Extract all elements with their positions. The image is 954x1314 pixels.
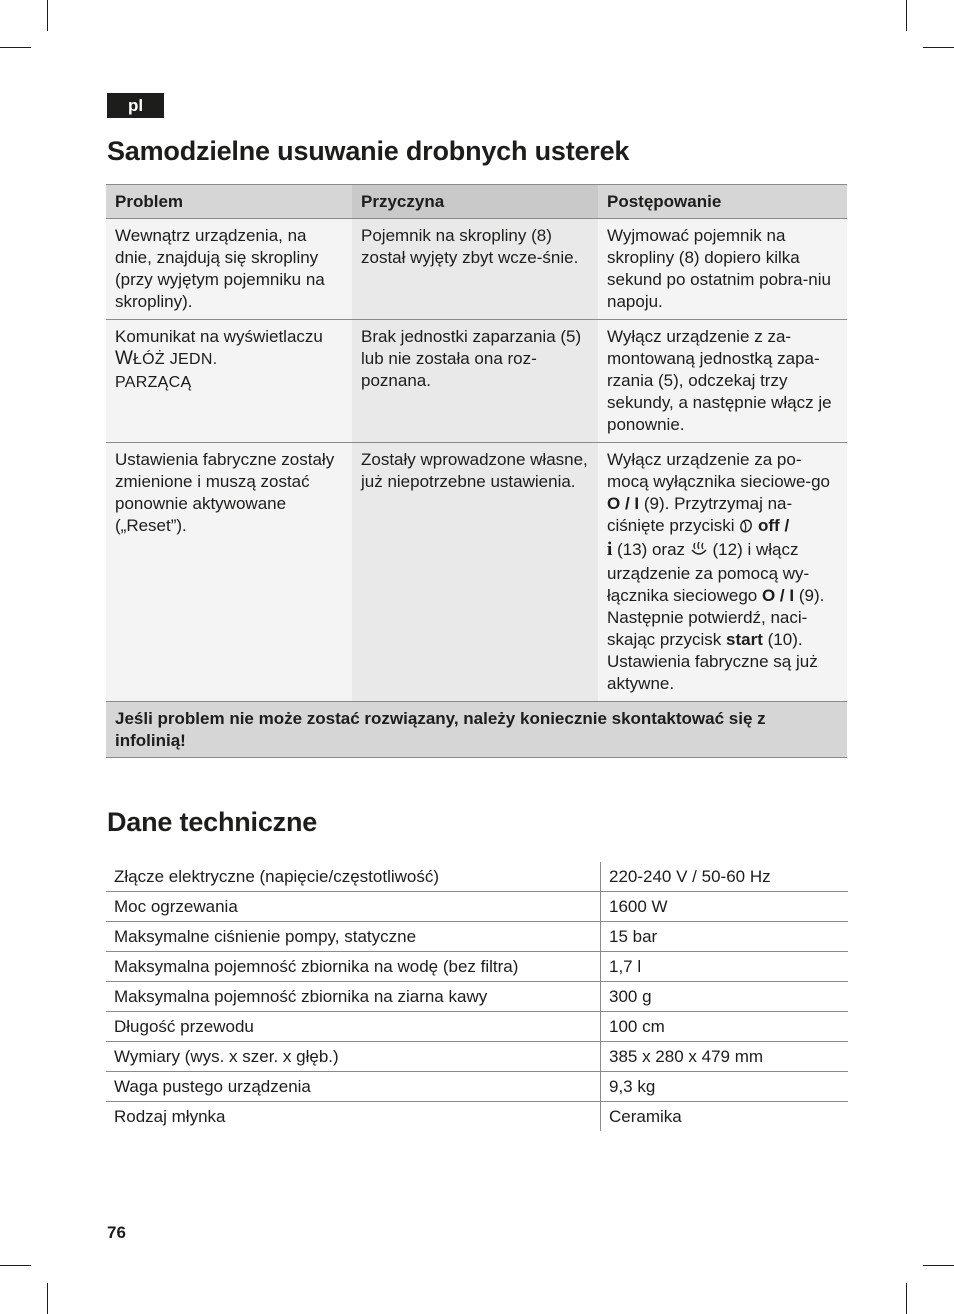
spec-value: Ceramika (601, 1102, 849, 1132)
spec-label: Maksymalna pojemność zbiornika na wodę (bez filtra) (106, 952, 601, 982)
spec-row (106, 892, 848, 922)
crop-mark (47, 1283, 48, 1314)
crop-mark (906, 1283, 907, 1314)
action-text: (13) oraz (617, 540, 686, 559)
power-symbol: O / I (761, 586, 795, 605)
problem-cell (106, 320, 352, 443)
cause-cell: Pojemnik na skropliny (8) został wyjęty zbyt wcze-śnie. (352, 219, 598, 320)
problem-cell: Wewnątrz urządzenia, na dnie, znajdują się skropliny (przy wyjętym pojemniku na skropliny). (106, 219, 352, 320)
display-message-part: ŁÓŻ (132, 351, 165, 368)
action-text: (10). Ustawienia fabryczne są już aktywne. (607, 630, 818, 693)
table-row (106, 219, 847, 320)
table-footer-row (106, 702, 847, 758)
spec-row (106, 862, 848, 892)
spec-row (106, 1072, 848, 1102)
spec-label: Maksymalne ciśnienie pompy, statyczne (106, 922, 601, 952)
start-label: start (726, 630, 763, 649)
table-header-row (106, 185, 847, 219)
spec-value: 100 cm (601, 1012, 849, 1042)
troubleshooting-table (106, 184, 847, 758)
crop-mark (923, 47, 954, 48)
crop-mark (0, 47, 31, 48)
header-cause: Przyczyna (352, 185, 598, 219)
spec-value: 9,3 kg (601, 1072, 849, 1102)
action-cell: Wyłącz urządzenie z za-montowaną jednostką zapa-rzania (5), odczekaj trzy sekundy, a następnie włącz je ponownie. (598, 320, 847, 443)
header-problem: Problem (106, 185, 352, 219)
cause-cell: Zostały wprowadzone własne, już niepotrzebne ustawienia. (352, 443, 598, 702)
troubleshooting-title: Samodzielne usuwanie drobnych usterek (107, 136, 630, 166)
language-tag: pl (107, 93, 164, 118)
spec-value: 300 g (601, 982, 849, 1012)
spec-value: 385 x 280 x 479 mm (601, 1042, 849, 1072)
technical-title: Dane techniczne (107, 807, 318, 837)
spec-value: 1600 W (601, 892, 849, 922)
display-message-line2: PARZĄCĄ (115, 374, 192, 391)
spec-value: 220-240 V / 50-60 Hz (601, 862, 849, 892)
page-number: 76 (107, 1223, 126, 1242)
spec-label: Waga pustego urządzenia (106, 1072, 601, 1102)
action-cell: Wyjmować pojemnik na skropliny (8) dopiero kilka sekund po ostatnim pobra-niu napoju. (598, 219, 847, 320)
spec-label: Wymiary (wys. x szer. x głęb.) (106, 1042, 601, 1072)
crop-mark (47, 0, 48, 31)
spec-label: Złącze elektryczne (napięcie/częstotliwość) (106, 862, 601, 892)
spec-label: Maksymalna pojemność zbiornika na ziarna kawy (106, 982, 601, 1012)
spec-value: 1,7 l (601, 952, 849, 982)
display-message-part: JEDN. (169, 351, 218, 368)
crop-mark (906, 0, 907, 31)
action-text: (9). Następnie potwierdź, naci-skając przycisk (607, 586, 825, 649)
table-row (106, 443, 847, 702)
spec-row (106, 1012, 848, 1042)
spec-label: Moc ogrzewania (106, 892, 601, 922)
bean-icon (739, 517, 753, 539)
action-text: (12) i włącz urządzenie za pomocą wy-łącznika sieciowego (607, 540, 810, 605)
display-message-initial: W (115, 348, 133, 369)
problem-text: Komunikat na wyświetlaczu (115, 327, 323, 346)
spec-row (106, 982, 848, 1012)
off-label: off / (758, 516, 790, 535)
crop-mark (0, 1265, 31, 1266)
cause-cell: Brak jednostki zaparzania (5) lub nie została ona roz-poznana. (352, 320, 598, 443)
spec-label: Rodzaj młynka (114, 1106, 226, 1126)
problem-cell: Ustawienia fabryczne zostały zmienione i muszą zostać ponownie aktywowane („Reset”). (106, 443, 352, 702)
action-text: (9). Przytrzymaj na-ciśnięte przyciski (607, 494, 793, 535)
spec-row (106, 952, 848, 982)
power-symbol: O / I (607, 494, 640, 513)
steam-icon (690, 541, 708, 563)
spec-value: 15 bar (601, 922, 849, 952)
crop-mark (923, 1265, 954, 1266)
info-icon-label: i (607, 539, 613, 560)
spec-row (106, 1042, 848, 1072)
action-text: Wyłącz urządzenie za po-mocą wyłącznika sieciowe-go (607, 450, 830, 491)
technical-table (106, 862, 848, 1131)
spec-row (106, 1102, 848, 1132)
header-action: Postępowanie (598, 185, 847, 219)
hotline-note: Jeśli problem nie może zostać rozwiązany, należy koniecznie skontaktować się z infolinią! (106, 702, 847, 758)
action-cell (598, 443, 847, 702)
spec-row (106, 922, 848, 952)
table-row (106, 320, 847, 443)
spec-label: Długość przewodu (106, 1012, 601, 1042)
